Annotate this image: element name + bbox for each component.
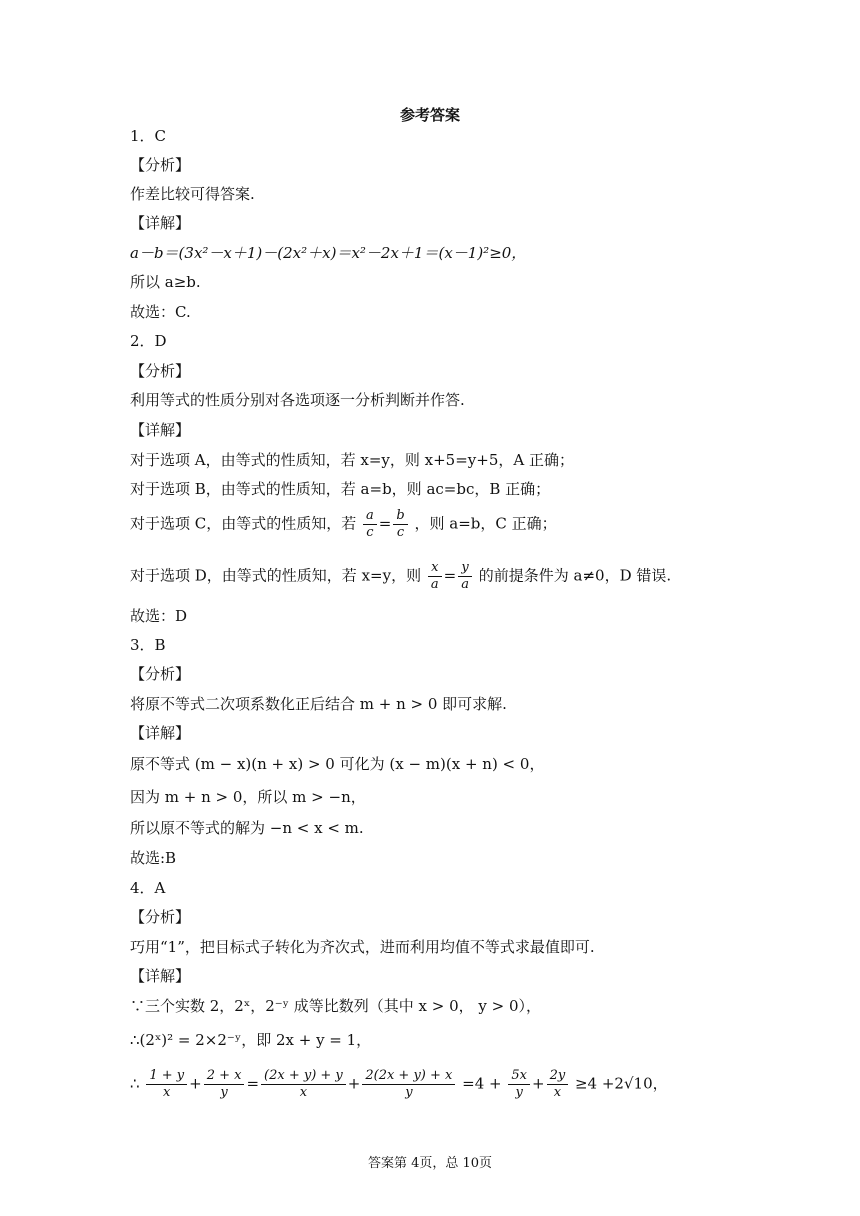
q1-head: 1．C [130,127,167,145]
fraction-5x-over-y: $\frac{5x}{y}$ [508,1068,530,1101]
q3-line2: 因为 m + n > 0，所以 m > −n， [130,788,366,806]
q4-line2: ∴(2ˣ)² = 2×2⁻ʸ，即 2x + y = 1， [130,1031,372,1049]
q1-line2: 所以 a≥b. [130,273,201,291]
fraction-a-over-c: $\frac{a}{c}$ [363,508,377,541]
fraction-x-over-a: $\frac{x}{a}$ [428,560,442,593]
q2-option-c: 对于选项 C，由等式的性质知，若 $\frac{a}{c}$ = $\frac{b}{c}$ ，则 a=b，C 正确； [130,508,557,540]
q1-analysis-label: 【分析】 [130,156,191,174]
q3-answer: 故选:B [130,849,177,867]
fraction-1py-over-x: $\frac{1 + y}{x}$ [146,1068,187,1101]
q2-analysis: 利用等式的性质分别对各选项逐一分析判断并作答. [130,391,465,409]
q4-line3: ∴ $\frac{1 + y}{x}$ + $\frac{2 + x}{y}$ = $\frac{(2x + y) + y}{x}$ + $\frac{2(2x + y) + x}{y}$ =4 + $\frac{5x}{y}$ + $\frac{2y}{x}$ ≥4 +2√10， [130,1068,668,1100]
q4-head: 4．A [130,879,166,897]
q3-line1: 原不等式 (m − x)(n + x) > 0 可化为 (x − m)(x + n) < 0， [130,755,545,773]
q2-option-a: 对于选项 A，由等式的性质知，若 x=y，则 x+5=y+5，A 正确； [130,451,574,469]
q2-option-d-post: 的前提条件为 a≠0，D 错误. [478,566,672,585]
fraction-homog-2: $\frac{2(2x + y) + x}{y}$ [362,1068,455,1101]
q4-detail-label: 【详解】 [130,967,191,985]
fraction-2y-over-x: $\frac{2y}{x}$ [547,1068,569,1101]
fraction-y-over-a: $\frac{y}{a}$ [458,560,472,593]
q4-line3-mid2: ≥4 +2√10， [574,1074,668,1093]
page-title: 参考答案 [399,106,460,124]
fraction-2px-over-y: $\frac{2 + x}{y}$ [204,1068,245,1101]
page-footer: 答案第 4页，总 10页 [367,1156,493,1171]
fraction-b-over-c: $\frac{b}{c}$ [393,508,407,541]
q4-line3-mid1: =4 + [462,1074,502,1093]
q4-analysis: 巧用“1”，把目标式子转化为齐次式，进而利用均值不等式求最值即可. [130,938,595,956]
fraction-homog-1: $\frac{(2x + y) + y}{x}$ [261,1068,346,1101]
q1-analysis: 作差比较可得答案. [130,185,255,203]
q3-head: 3．B [130,636,166,654]
q2-option-d: 对于选项 D，由等式的性质知，若 x=y，则 $\frac{x}{a}$ = $\frac{y}{a}$ 的前提条件为 a≠0，D 错误. [130,560,672,592]
q3-line3: 所以原不等式的解为 −n < x < m. [130,819,364,837]
q2-head: 2．D [130,332,167,350]
q1-line1: a－b＝(3x²－x＋1)－(2x²＋x)＝x²－2x＋1＝(x－1)²≥0， [130,244,527,262]
q4-line1: ∵三个实数 2，2ˣ，2⁻ʸ 成等比数列（其中 x > 0， y > 0）， [130,997,542,1015]
q2-detail-label: 【详解】 [130,421,191,439]
q2-option-d-pre: 对于选项 D，由等式的性质知，若 x=y，则 [130,566,422,585]
q3-detail-label: 【详解】 [130,724,191,742]
q3-analysis: 将原不等式二次项系数化正后结合 m + n > 0 即可求解. [130,695,507,713]
q4-analysis-label: 【分析】 [130,908,191,926]
q2-option-c-pre: 对于选项 C，由等式的性质知，若 [130,514,357,533]
q3-analysis-label: 【分析】 [130,665,191,683]
q2-option-c-post: ，则 a=b，C 正确； [414,514,557,533]
q1-detail-label: 【详解】 [130,214,191,232]
q2-analysis-label: 【分析】 [130,362,191,380]
q1-answer: 故选：C. [130,303,191,321]
q2-answer: 故选：D [130,607,188,625]
q4-line3-lead: ∴ [130,1074,140,1093]
q2-option-b: 对于选项 B，由等式的性质知，若 a=b，则 ac=bc，B 正确； [130,480,551,498]
